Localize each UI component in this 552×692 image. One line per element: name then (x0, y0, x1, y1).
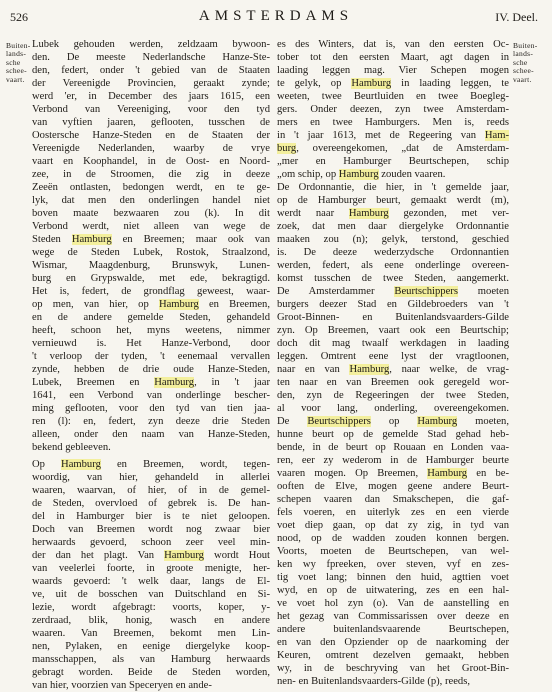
text-run: is. De deeze wederzydsche Ordonnantien (277, 247, 509, 258)
text-run: de Steden, overvloed of gebrek is. De han- (32, 498, 270, 509)
text-line (32, 441, 270, 454)
text-run: en be- (467, 468, 509, 479)
text-run: zynde, hebben de drie oude Hanze-Steden, (32, 364, 270, 375)
margin-note-line: Buiten- (6, 41, 31, 50)
running-title: AMSTERDAMS (198, 8, 354, 24)
text-run: tig voet lang; binnen den huid, agttien voet (277, 572, 509, 583)
search-highlight: Hamburg (158, 299, 199, 310)
search-highlight: Hamburg (417, 416, 458, 427)
text-run: , overeengekomen, „dat de Amsterdam- (296, 143, 509, 154)
text-line (32, 90, 270, 103)
search-highlight: Hamburg (61, 459, 101, 470)
text-run: Verbond werdt, niet alleen van wege de (32, 221, 270, 232)
part-label: IV. Deel. (495, 10, 538, 24)
text-run: het gezag van Commissarissen over deeze en (277, 611, 509, 622)
text-line (32, 549, 270, 562)
text-line (32, 575, 270, 588)
text-line (277, 194, 509, 207)
text-run: Wismar, Maagdenburg, Brunswyk, Lunen- (32, 260, 270, 271)
text-run: andere buitenlandsvaarende Beurtschepen, (277, 624, 509, 635)
text-line (277, 389, 509, 402)
text-run: ooften de Elve, mogen geene andere Beurt- (277, 481, 509, 492)
search-highlight: Hamburg (351, 78, 392, 89)
text-run: in laading leggen, te (391, 78, 510, 89)
text-line (277, 376, 509, 389)
text-run: boven maate bezwaaren zou (k). In dit (32, 208, 270, 219)
search-highlight: Hamburg (349, 364, 390, 375)
text-line (32, 428, 270, 441)
text-run: al voor lang, onderling, overeengekomen. (277, 403, 509, 414)
margin-note-line: sche (6, 57, 21, 67)
text-line (277, 155, 509, 168)
text-run: del in Hamburger bier is te niet geloopen. (32, 511, 270, 522)
text-run: doch dit mag twaalf werkdagen in laading (277, 338, 509, 349)
text-run: Vereenigde Nederlanden, waarby de vrye (32, 143, 270, 154)
search-highlight: Hamburg (348, 208, 389, 219)
text-run: den, federt, onder 't gebied van de Staaten (32, 65, 270, 76)
text-run: ten naar en van Breemen ook geregeld wor- (277, 377, 509, 388)
text-line (32, 194, 270, 207)
text-line (277, 480, 509, 493)
text-run: Keuren, omtrent dezelven gemaakt, hebben (277, 650, 509, 661)
text-run: burgers deezer Stad en Gildebroeders van 't (277, 299, 509, 310)
text-line (277, 545, 509, 558)
text-run: en van den Opziender op de naarkoming der (277, 637, 509, 648)
text-run: werden, federt, als eene onderlinge overeen- (277, 260, 509, 271)
text-run: nen, Pylaken, en eenige diergelyke koop- (32, 641, 270, 652)
text-line (32, 233, 270, 246)
search-highlight: Hamburg (338, 169, 379, 180)
text-line (277, 207, 509, 220)
text-line (277, 142, 509, 155)
text-line (32, 64, 270, 77)
text-line (277, 38, 509, 51)
text-run: waards gevoerd: 't welk daar, langs de El- (32, 576, 270, 587)
text-line (277, 220, 509, 233)
text-run: zoek, dat men daar diergelyke Ordonnantie (277, 221, 509, 232)
text-line (32, 116, 270, 129)
page-header (0, 8, 552, 28)
text-run: ken wy fpreeken, over steven, vyf en zes- (277, 559, 509, 570)
text-line (32, 614, 270, 627)
text-run: waaren, waarvan, of hier, of in de gemel- (32, 485, 270, 496)
text-run: woordig, van hier, gehandeld in allerlei (32, 472, 270, 483)
text-line (277, 428, 509, 441)
text-run: Zeeën ontlasten, bedongen werdt, en te ge- (32, 182, 270, 193)
text-run: en de andere gemelde Steden, gehandeld (32, 312, 270, 323)
text-run: gers. Onder deezen, zyn twee Amsterdam- (277, 104, 509, 115)
text-run: werd 'er, in December des jaars 1615, een (32, 91, 270, 102)
text-line (277, 519, 509, 532)
text-run: schepen vaaren dan Smakschepen, die gaf- (277, 494, 509, 505)
text-run: Groot-Binnen- en Buitenlandsvaarders-Gilde (277, 312, 509, 323)
text-line (277, 454, 509, 467)
search-highlight: Hamburg (427, 468, 468, 479)
text-line (277, 116, 509, 129)
text-line (277, 532, 509, 545)
text-line (32, 38, 270, 51)
text-run: en Breemen; maar ook van (111, 234, 271, 245)
text-line (32, 402, 270, 415)
text-line (277, 272, 509, 285)
text-run: op men, van hier, op (32, 299, 159, 310)
margin-note-line: lands- (6, 49, 27, 59)
text-line (32, 510, 270, 523)
text-line (277, 571, 509, 584)
text-run: werdt naar (277, 208, 349, 219)
search-highlight: burg (277, 143, 297, 154)
text-run: gezonden, met ver- (388, 208, 509, 219)
text-line (277, 51, 509, 64)
text-line (32, 679, 270, 692)
text-run: in 't jaar 1613, met de Regeering van (277, 130, 485, 141)
text-run: , naar welke, de vrag- (389, 364, 510, 375)
text-run: zerdraad, blik, honig, wasch en andere (32, 615, 270, 626)
text-line (32, 458, 270, 471)
text-line (32, 376, 270, 389)
text-line (32, 415, 270, 428)
text-line (277, 636, 509, 649)
text-line (277, 610, 509, 623)
text-run: Steden (32, 234, 72, 245)
text-run: en Breemen, wordt, tegen- (100, 459, 270, 470)
text-line (32, 640, 270, 653)
text-run: , in 't jaar (194, 377, 270, 388)
text-line (277, 597, 509, 610)
text-run: vaaren mogen. Op Breemen, (277, 468, 428, 479)
text-run: Voorts, moeten de Beurtschepen, van wel- (277, 546, 509, 557)
text-line (32, 363, 270, 376)
text-run: zee, in de Stroomen, die zig in deeze (32, 169, 270, 180)
text-line (32, 653, 270, 666)
text-run: zyn. Op Breemen, vaart ook een Beurtschip; (277, 325, 509, 336)
margin-note-line: Buiten- (513, 41, 538, 50)
text-line (32, 103, 270, 116)
margin-note-right (513, 42, 538, 84)
text-line (32, 337, 270, 350)
text-run: den, zyn de Regeeringen der twee Steden, (277, 390, 509, 401)
text-line (32, 246, 270, 259)
text-line (32, 666, 270, 679)
text-run: Het is, federt, de grondflag geweest, waar- (32, 286, 270, 297)
text-run: vernieuwd is. Het Hanze-Verbond, door (32, 338, 270, 349)
text-run: naar en van (277, 364, 350, 375)
page-number: 526 (10, 10, 28, 24)
text-line (277, 493, 509, 506)
margin-note-left (6, 42, 31, 84)
left-text-column (32, 38, 270, 692)
text-run: der dan het plagt. Van (32, 550, 165, 561)
text-run: bekend gebleeven. (32, 442, 111, 453)
text-run: Op (32, 459, 62, 470)
text-run: ming geflooten, voor den tyd van tien jaa- (32, 403, 270, 414)
search-highlight: Ham- (484, 130, 509, 141)
text-run: moeten, (457, 416, 509, 427)
text-line (277, 584, 509, 597)
text-run: maaken zou (n); gelyk, terstond, geschied (277, 234, 509, 245)
text-line (32, 168, 270, 181)
text-line (277, 77, 509, 90)
text-line (277, 402, 509, 415)
search-highlight: Beurtschippers (394, 286, 458, 297)
text-run: De Amsterdammer (277, 286, 395, 297)
text-run: zouden vaaren. (378, 169, 446, 180)
text-run: „mer en Hamburger Beurtschepen, schip (277, 156, 509, 167)
text-run: De (277, 416, 308, 427)
text-line (277, 337, 509, 350)
text-run: op (370, 416, 418, 427)
text-run: De Ordonnantie, die hier, in 't gemelde jaar, (277, 182, 509, 193)
text-run: waaren. Van Breemen, bekomt men Lin- (32, 628, 270, 639)
search-highlight: Hamburg (154, 377, 195, 388)
search-highlight: Hamburg (164, 550, 204, 561)
text-line (32, 324, 270, 337)
text-line (32, 523, 270, 536)
text-run: wy, in de beschryving van het Groot-Bin- (277, 663, 509, 674)
text-run: van vyftien jaaren, geflooten, tusschen de (32, 117, 270, 128)
text-run: tober tot den eersten Maart, agt dagen in (277, 52, 509, 63)
text-line (32, 389, 270, 402)
text-run: es des Winters, dat is, van den eersten Oc- (277, 39, 509, 50)
text-run: Oostersche Hanze-Steden en de Staaten der (32, 130, 270, 141)
text-run: nen- en Buitenlandsvaarders-Gilde (p), reeds, (277, 676, 470, 687)
text-line (277, 363, 509, 376)
text-run: weeten, twee Beurtluiden en twee Boegleg- (277, 91, 509, 102)
text-line (277, 506, 509, 519)
text-run: alleen, onder den naam van Hanze-Steden, (32, 429, 270, 440)
text-line (32, 562, 270, 575)
text-run: en Breemen, (198, 299, 270, 310)
text-line (277, 181, 509, 194)
text-line (277, 350, 509, 363)
text-line (277, 103, 509, 116)
text-run: nood, op de wadden zouden konnen bergen. (277, 533, 509, 544)
text-line (277, 415, 509, 428)
text-line (277, 441, 509, 454)
text-run: bende, in de beurt op Rouaan en Londen vaa- (277, 442, 509, 453)
text-line (277, 623, 509, 636)
text-run: „om schip, op (277, 169, 339, 180)
margin-note-line: lands- (513, 49, 534, 59)
text-line (277, 558, 509, 571)
search-highlight: Beurtschippers (307, 416, 371, 427)
text-run: Lubek, Breemen en (32, 377, 155, 388)
text-run: lyk, dat men den onderlingen handel niet (32, 195, 270, 206)
text-line (277, 168, 509, 181)
right-text-column (277, 38, 509, 688)
text-run: mansschappen, als van Hamburg herwaards (32, 654, 270, 665)
text-line (32, 471, 270, 484)
text-line (277, 662, 509, 675)
text-run: herwaards gevoerd, schoon zeer veel min- (32, 537, 270, 548)
text-line (32, 536, 270, 549)
text-line (277, 233, 509, 246)
margin-note-line: schee- (513, 66, 534, 76)
text-line (32, 627, 270, 640)
text-line (277, 324, 509, 337)
text-run: wyd, en op de uitwatering, zes en een hal- (277, 585, 509, 596)
text-line (277, 64, 509, 77)
text-run: ren (l): en, federt, zyn deeze drie Steden (32, 416, 270, 427)
text-run: vaart en Koophandel, in de Oost- en Noord- (32, 156, 270, 167)
text-line (32, 484, 270, 497)
text-run: burg en Grypswalde, met ede, bekragtigd. (32, 273, 270, 284)
text-line (32, 272, 270, 285)
margin-note-line: vaart. (513, 74, 532, 84)
text-run: den. De meeste Nederlandsche Hanze-Ste- (32, 52, 270, 63)
text-line (277, 298, 509, 311)
margin-note-line: schee- (6, 66, 27, 76)
text-run: der Vereenigde Provincien, geraakt zynde; (32, 78, 270, 89)
search-highlight: Hamburg (71, 234, 112, 245)
text-line (277, 90, 509, 103)
text-run: van hier, voorzien van Speceryen en ande- (32, 680, 212, 691)
text-run: te gelyk, op (277, 78, 352, 89)
margin-note-line: sche (513, 57, 528, 67)
text-line (277, 649, 509, 662)
text-line (32, 51, 270, 64)
text-line (277, 311, 509, 324)
text-line (32, 142, 270, 155)
text-run: wege de Steden Lubek, Rostok, Straalzond, (32, 247, 270, 258)
text-line (32, 588, 270, 601)
text-run: Doch van Breemen wordt nog zwaar bier (32, 524, 270, 535)
text-line (32, 298, 270, 311)
text-run: van veelerlei foorte, in groote menigte, her- (32, 563, 270, 574)
text-run: fels voeren, en uiterlyk zes en een vierde (277, 507, 509, 518)
text-run: gebragt worden. Beide de Steden worden, (32, 667, 270, 678)
text-line (32, 155, 270, 168)
text-run: ren, eer zy wederom in de Hamburger beurte (277, 455, 509, 466)
text-run: op de Hamburger beurt, gemaakt werdt (m), (277, 195, 509, 206)
text-run: hunne beurt op de gemelde Stad gehad heb- (277, 429, 509, 440)
text-run: heeft, schoon het, myns weetens, nimmer (32, 325, 270, 336)
text-run: laading leggen mag. Vier Schepen mogen (277, 65, 509, 76)
text-line (32, 129, 270, 142)
text-run: leggen. Omtrent eene lyst der vragtloonen, (277, 351, 509, 362)
text-line (32, 77, 270, 90)
text-run: ve voet hol zyn (o). Van de aanstelling en (277, 598, 509, 609)
text-line (32, 181, 270, 194)
text-line (277, 129, 509, 142)
text-line (32, 497, 270, 510)
text-line (277, 246, 509, 259)
text-line (277, 467, 509, 480)
text-run: Verbond van Vereeniging, voor den tyd (32, 104, 270, 115)
text-run: Lubek gehouden werden, zeldzaam bywoon- (32, 39, 270, 50)
text-run: 't verloop der tyden, 't eenemaal vervallen (32, 351, 270, 362)
text-run: wordt Hout (203, 550, 270, 561)
text-run: komst tusschen de twee Steden, aangemerkt. (277, 273, 509, 284)
text-line (32, 350, 270, 363)
text-line (277, 675, 509, 688)
text-run: ve, uit de bosschen van Duitschland en Si- (32, 589, 270, 600)
text-line (32, 601, 270, 614)
text-run: 1641, een Verbond van onderlinge bescher- (32, 390, 270, 401)
text-line (32, 259, 270, 272)
text-line (277, 259, 509, 272)
text-line (277, 285, 509, 298)
text-run: voet diep gaan, op dat zy zig, in tyd van (277, 520, 509, 531)
text-run: moeten (457, 286, 509, 297)
text-run: lezie, wordt afgebragt: voorts, koper, y- (32, 602, 270, 613)
text-run: mers en twee Hamburgers. Men is, reeds (277, 117, 509, 128)
text-line (32, 311, 270, 324)
text-line (32, 285, 270, 298)
text-line (32, 220, 270, 233)
text-line (32, 207, 270, 220)
margin-note-line: vaart. (6, 74, 25, 84)
